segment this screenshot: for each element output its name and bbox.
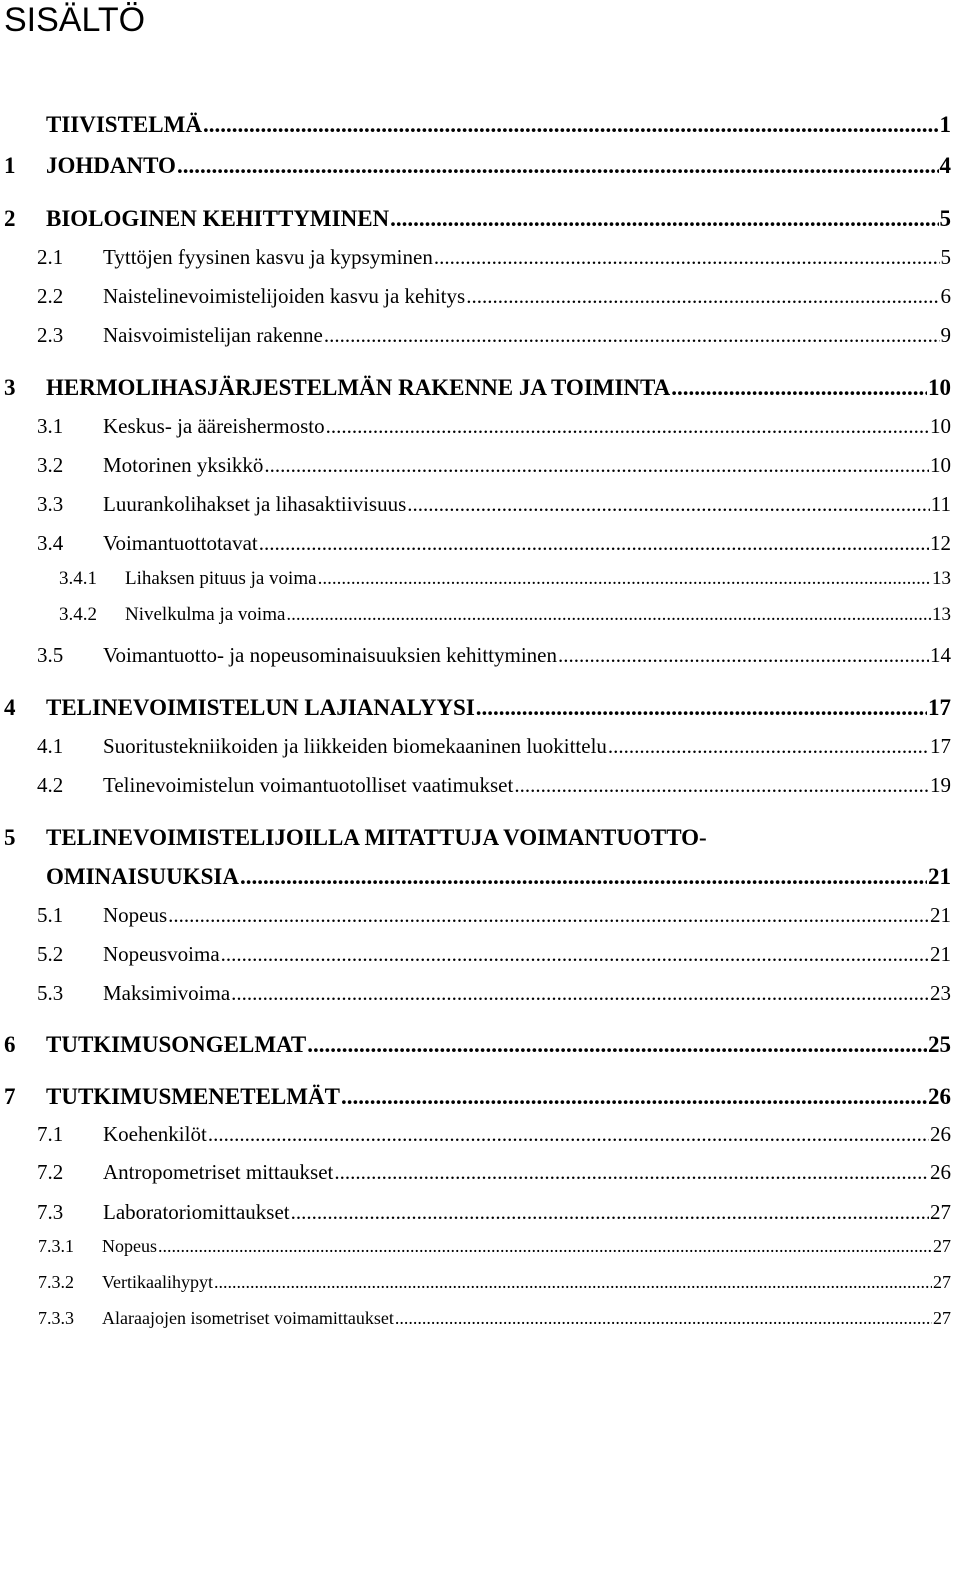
toc-entry-page: 25 bbox=[928, 1032, 951, 1057]
toc-entry-title: Motorinen yksikkö bbox=[103, 453, 264, 477]
toc-dot-leader bbox=[390, 206, 938, 232]
toc-entry[interactable] bbox=[0, 206, 951, 232]
toc-entry-title: Naisvoimistelijan rakenne bbox=[103, 323, 323, 347]
toc-dot-leader bbox=[466, 284, 939, 309]
toc-entry[interactable] bbox=[0, 323, 951, 348]
toc-entry[interactable] bbox=[0, 1200, 951, 1225]
toc-entry-page: 21 bbox=[928, 864, 951, 889]
toc-entry-number: 7 bbox=[4, 1084, 16, 1109]
toc-entry-number: 3.5 bbox=[37, 643, 64, 667]
toc-entry-page: 23 bbox=[930, 981, 951, 1005]
toc-dot-leader bbox=[208, 1122, 929, 1147]
toc-entry-page: 5 bbox=[939, 206, 951, 231]
toc-entry-title: Vertikaalihypyt bbox=[102, 1272, 213, 1292]
toc-dot-leader bbox=[395, 1308, 932, 1329]
toc-entry-page: 19 bbox=[930, 773, 951, 797]
toc-entry-number: 7.2 bbox=[37, 1160, 64, 1184]
toc-entry-title: Maksimivoima bbox=[103, 981, 231, 1005]
toc-entry-number: 3.4 bbox=[37, 531, 64, 555]
toc-entry-number: 7.1 bbox=[37, 1122, 64, 1146]
toc-entry-page: 27 bbox=[933, 1308, 951, 1328]
toc-entry[interactable] bbox=[0, 864, 951, 890]
toc-entry[interactable] bbox=[0, 245, 951, 270]
toc-entry-page: 21 bbox=[930, 903, 951, 927]
toc-dot-leader bbox=[334, 1160, 929, 1185]
toc-entry-title: TUTKIMUSMENETELMÄT bbox=[46, 1084, 340, 1109]
toc-entry[interactable] bbox=[0, 284, 951, 309]
toc-entry-title: HERMOLIHASJÄRJESTELMÄN RAKENNE JA TOIMINTA bbox=[46, 375, 671, 400]
toc-entry-page: 26 bbox=[930, 1122, 951, 1146]
toc-entry-number: 3.4.1 bbox=[59, 568, 97, 589]
toc-entry-number: 4 bbox=[4, 695, 16, 720]
toc-entry[interactable] bbox=[0, 375, 951, 401]
toc-entry[interactable] bbox=[0, 1272, 951, 1293]
toc-entry-page: 26 bbox=[928, 1084, 951, 1109]
toc-dot-leader bbox=[514, 773, 929, 798]
toc-entry-page: 17 bbox=[928, 695, 951, 720]
toc-dot-leader bbox=[264, 453, 929, 478]
toc-entry-page: 10 bbox=[930, 414, 951, 438]
toc-entry-number: 7.3.3 bbox=[38, 1308, 74, 1328]
toc-entry-page: 21 bbox=[930, 942, 951, 966]
toc-entry-page: 27 bbox=[933, 1236, 951, 1256]
toc-entry[interactable] bbox=[0, 492, 951, 517]
toc-dot-leader bbox=[240, 864, 927, 890]
toc-entry-number: 7.3.1 bbox=[38, 1236, 74, 1256]
toc-entry-number: 4.1 bbox=[37, 734, 64, 758]
toc-dot-leader bbox=[608, 734, 929, 759]
toc-dot-leader bbox=[324, 323, 940, 348]
toc-entry-page: 13 bbox=[932, 568, 951, 589]
toc-dot-leader bbox=[231, 981, 929, 1006]
toc-dot-leader bbox=[318, 568, 931, 590]
toc-entry-page: 10 bbox=[930, 453, 951, 477]
toc-entry-title: TUTKIMUSONGELMAT bbox=[46, 1032, 307, 1057]
toc-entry-number: 3.2 bbox=[37, 453, 64, 477]
toc-entry[interactable] bbox=[0, 903, 951, 928]
toc-entry[interactable] bbox=[0, 531, 951, 556]
toc-entry-title: Telinevoimistelun voimantuotolliset vaatimukset bbox=[103, 773, 514, 797]
page-title: SISÄLTÖ bbox=[4, 1, 146, 39]
toc-entry-title: Laboratoriomittaukset bbox=[103, 1200, 290, 1224]
toc-entry-title: TELINEVOIMISTELUN LAJIANALYYSI bbox=[46, 695, 475, 720]
toc-dot-leader bbox=[434, 245, 940, 270]
toc-dot-leader bbox=[326, 414, 929, 439]
toc-entry-title: Luurankolihakset ja lihasaktiivisuus bbox=[103, 492, 407, 516]
toc-entry-number: 7.3 bbox=[37, 1200, 64, 1224]
toc-entry-number: 4.2 bbox=[37, 773, 64, 797]
toc-entry[interactable] bbox=[0, 773, 951, 798]
toc-entry-number: 5.1 bbox=[37, 903, 64, 927]
toc-entry-page: 10 bbox=[928, 375, 951, 400]
toc-dot-leader bbox=[558, 643, 929, 668]
toc-entry[interactable] bbox=[0, 1236, 951, 1257]
toc-entry-number: 7.3.2 bbox=[38, 1272, 74, 1292]
toc-entry-number: 2.2 bbox=[37, 284, 64, 308]
toc-dot-leader bbox=[671, 375, 927, 401]
toc-dot-leader bbox=[221, 942, 929, 967]
toc-dot-leader bbox=[476, 695, 927, 721]
toc-entry-page: 4 bbox=[939, 153, 951, 178]
toc-entry-title: Naistelinevoimistelijoiden kasvu ja kehitys bbox=[103, 284, 466, 308]
toc-entry-page: 1 bbox=[939, 112, 951, 137]
toc-entry-title: JOHDANTO bbox=[46, 153, 176, 178]
toc-entry-title: Koehenkilöt bbox=[103, 1122, 207, 1146]
toc-entry-title: Alaraajojen isometriset voimamittaukset bbox=[102, 1308, 394, 1328]
toc-entry-number: 3.1 bbox=[37, 414, 64, 438]
toc-entry-number: 3.4.2 bbox=[59, 604, 97, 625]
toc-entry-title: Keskus- ja ääreishermosto bbox=[103, 414, 325, 438]
toc-entry[interactable] bbox=[0, 942, 951, 967]
toc-entry[interactable] bbox=[0, 568, 951, 590]
toc-entry[interactable] bbox=[0, 1032, 951, 1058]
toc-entry[interactable] bbox=[0, 734, 951, 759]
toc-dot-leader bbox=[214, 1272, 932, 1293]
toc-dot-leader bbox=[168, 903, 929, 928]
toc-dot-leader bbox=[158, 1236, 932, 1257]
toc-entry-number: 5.3 bbox=[37, 981, 64, 1005]
toc-entry[interactable] bbox=[0, 604, 951, 626]
toc-entry-number: 5.2 bbox=[37, 942, 64, 966]
toc-entry-page: 13 bbox=[932, 604, 951, 625]
toc-entry-title: Antropometriset mittaukset bbox=[103, 1160, 334, 1184]
toc-entry-page: 5 bbox=[940, 245, 951, 269]
toc-entry[interactable] bbox=[0, 1122, 951, 1147]
toc-entry-number: 2.1 bbox=[37, 245, 64, 269]
toc-entry-number: 3 bbox=[4, 375, 16, 400]
toc-entry-title: Voimantuotto- ja nopeusominaisuuksien kehittyminen bbox=[103, 643, 557, 667]
toc-entry-page: 27 bbox=[930, 1200, 951, 1224]
toc-dot-leader bbox=[341, 1084, 927, 1110]
toc-dot-leader bbox=[291, 1200, 929, 1225]
toc-entry[interactable] bbox=[0, 825, 951, 851]
toc-entry[interactable] bbox=[0, 643, 951, 668]
toc-entry-number: 2 bbox=[4, 206, 16, 231]
toc-entry[interactable] bbox=[0, 453, 951, 478]
toc-dot-leader bbox=[177, 153, 939, 179]
toc-entry-page: 11 bbox=[930, 492, 951, 516]
toc-entry[interactable] bbox=[0, 981, 951, 1006]
toc-entry-number: 5 bbox=[4, 825, 16, 850]
toc-entry-number: 3.3 bbox=[37, 492, 64, 516]
toc-entry-title: Voimantuottotavat bbox=[103, 531, 258, 555]
toc-entry-page: 27 bbox=[933, 1272, 951, 1292]
toc-dot-leader bbox=[259, 531, 929, 556]
toc-entry-title: TIIVISTELMÄ bbox=[46, 112, 202, 137]
toc-entry-title: Suoritustekniikoiden ja liikkeiden biomekaaninen luokittelu bbox=[103, 734, 607, 758]
toc-entry[interactable] bbox=[0, 695, 951, 721]
toc-entry[interactable] bbox=[0, 1308, 951, 1329]
toc-entry[interactable] bbox=[0, 1084, 951, 1110]
toc-entry-number: 6 bbox=[4, 1032, 16, 1057]
toc-entry-title: TELINEVOIMISTELIJOILLA MITATTUJA VOIMANTUOTTO- bbox=[46, 825, 707, 850]
toc-entry-page: 14 bbox=[930, 643, 951, 667]
toc-entry-title: Nopeus bbox=[102, 1236, 157, 1256]
toc-entry-title: Nopeusvoima bbox=[103, 942, 220, 966]
toc-entry-page: 12 bbox=[930, 531, 951, 555]
toc-entry-page: 6 bbox=[940, 284, 951, 308]
toc-entry[interactable] bbox=[0, 414, 951, 439]
toc-entry[interactable] bbox=[0, 1160, 951, 1185]
toc-entry-title: Tyttöjen fyysinen kasvu ja kypsyminen bbox=[103, 245, 433, 269]
toc-entry-title: Lihaksen pituus ja voima bbox=[125, 568, 317, 589]
toc-entry-page: 17 bbox=[930, 734, 951, 758]
toc-dot-leader bbox=[307, 1032, 927, 1058]
toc-entry-page: 9 bbox=[940, 323, 951, 347]
toc-entry-title: Nopeus bbox=[103, 903, 168, 927]
toc-dot-leader bbox=[286, 604, 931, 626]
toc-entry-title: BIOLOGINEN KEHITTYMINEN bbox=[46, 206, 390, 231]
toc-entry-title: Nivelkulma ja voima bbox=[125, 604, 286, 625]
toc-entry-number: 1 bbox=[4, 153, 16, 178]
toc-entry[interactable] bbox=[0, 153, 951, 179]
toc-entry[interactable] bbox=[0, 112, 951, 138]
toc-dot-leader bbox=[407, 492, 929, 517]
toc-entry-page: 26 bbox=[930, 1160, 951, 1184]
toc-dot-leader bbox=[203, 112, 939, 138]
toc-entry-title: OMINAISUUKSIA bbox=[46, 864, 239, 889]
toc-entry-number: 2.3 bbox=[37, 323, 64, 347]
